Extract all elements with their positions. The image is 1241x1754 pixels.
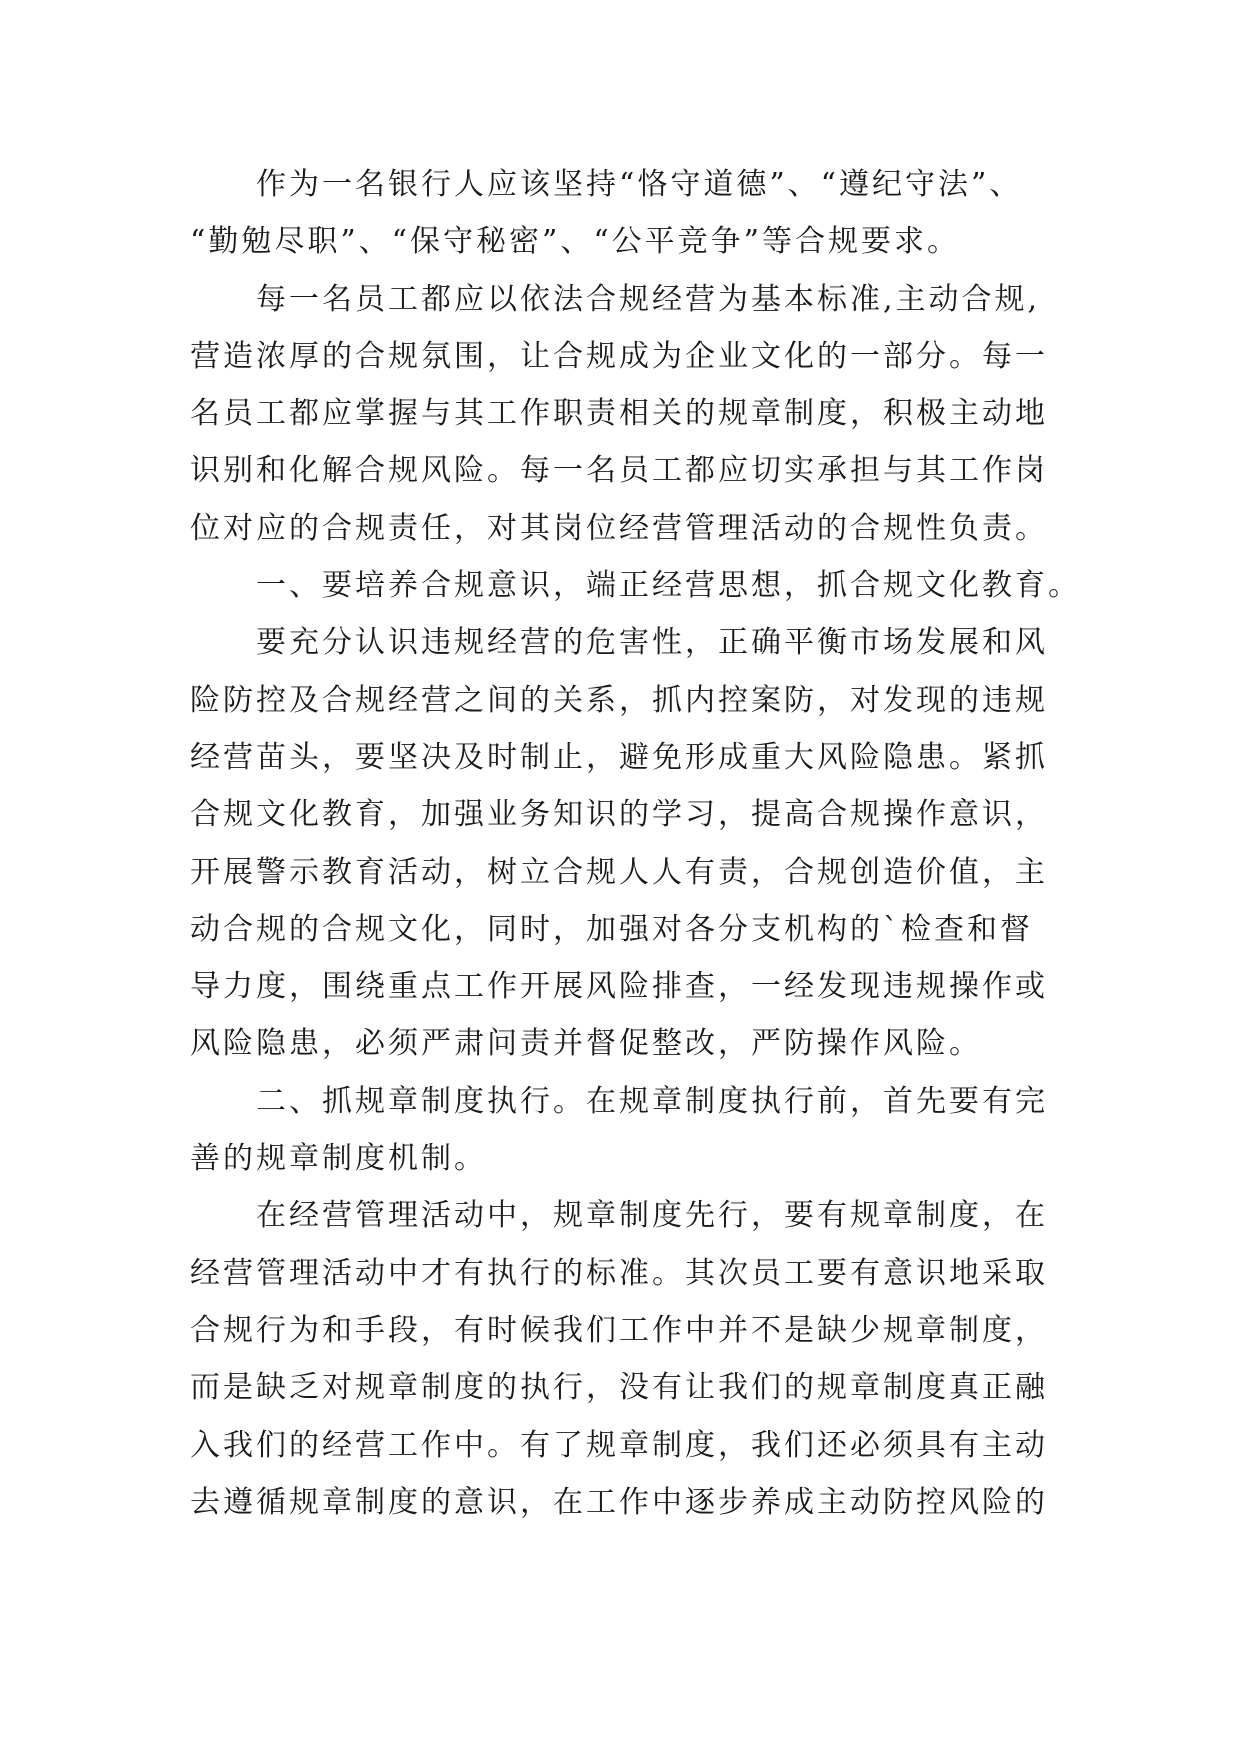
text-line: 合规文化教育，加强业务知识的学习，提高合规操作意识， xyxy=(190,797,1048,833)
text-line: 作为一名银行人应该坚持“恪守道德”、“遵纪守法”、 xyxy=(256,167,1023,202)
text-line: 合规行为和手段，有时候我们工作中并不是缺少规章制度， xyxy=(190,1312,1048,1348)
document-body xyxy=(190,156,1081,1531)
text-line: 每一名员工都应以依法合规经营为基本标准,主动合规, xyxy=(256,281,1041,317)
text-line: 在经营管理活动中，规章制度先行，要有规章制度，在 xyxy=(256,1198,1048,1234)
text-line: 一、要培养合规意识，端正经营思想，抓合规文化教育。 xyxy=(256,568,1081,604)
text-line: 而是缺乏对规章制度的执行，没有让我们的规章制度真正融 xyxy=(190,1370,1048,1406)
text-line: 识别和化解合规风险。每一名员工都应切实承担与其工作岗 xyxy=(190,453,1048,489)
text-line: 名员工都应掌握与其工作职责相关的规章制度，积极主动地 xyxy=(190,396,1048,432)
text-line: 营造浓厚的合规氛围，让合规成为企业文化的一部分。每一 xyxy=(190,338,1048,374)
text-line: 险防控及合规经营之间的关系，抓内控案防，对发现的违规 xyxy=(190,682,1048,718)
text-line: 经营苗头，要坚决及时制止，避免形成重大风险隐患。紧抓 xyxy=(190,739,1048,775)
text-line: 善的规章制度机制。 xyxy=(190,1141,487,1177)
text-line: 位对应的合规责任，对其岗位经营管理活动的合规性负责。 xyxy=(190,510,1048,546)
text-line: 要充分认识违规经营的危害性，正确平衡市场发展和风 xyxy=(256,625,1048,661)
text-line: 二、抓规章制度执行。在规章制度执行前，首先要有完 xyxy=(256,1083,1048,1119)
text-line: “勤勉尽职”、“保守秘密”、“公平竞争”等合规要求。 xyxy=(190,224,961,260)
text-line: 动合规的合规文化，同时，加强对各分支机构的`检查和督 xyxy=(190,911,1033,947)
text-line: 入我们的经营工作中。有了规章制度，我们还必须具有主动 xyxy=(190,1427,1048,1463)
text-line: 经营管理活动中才有执行的标准。其次员工要有意识地采取 xyxy=(190,1255,1048,1291)
text-line: 风险隐患，必须严肃问责并督促整改，严防操作风险。 xyxy=(190,1026,982,1062)
text-line: 开展警示教育活动，树立合规人人有责，合规创造价值，主 xyxy=(190,854,1048,890)
text-line: 导力度，围绕重点工作开展风险排查，一经发现违规操作或 xyxy=(190,969,1048,1005)
text-line: 去遵循规章制度的意识，在工作中逐步养成主动防控风险的 xyxy=(190,1484,1048,1520)
